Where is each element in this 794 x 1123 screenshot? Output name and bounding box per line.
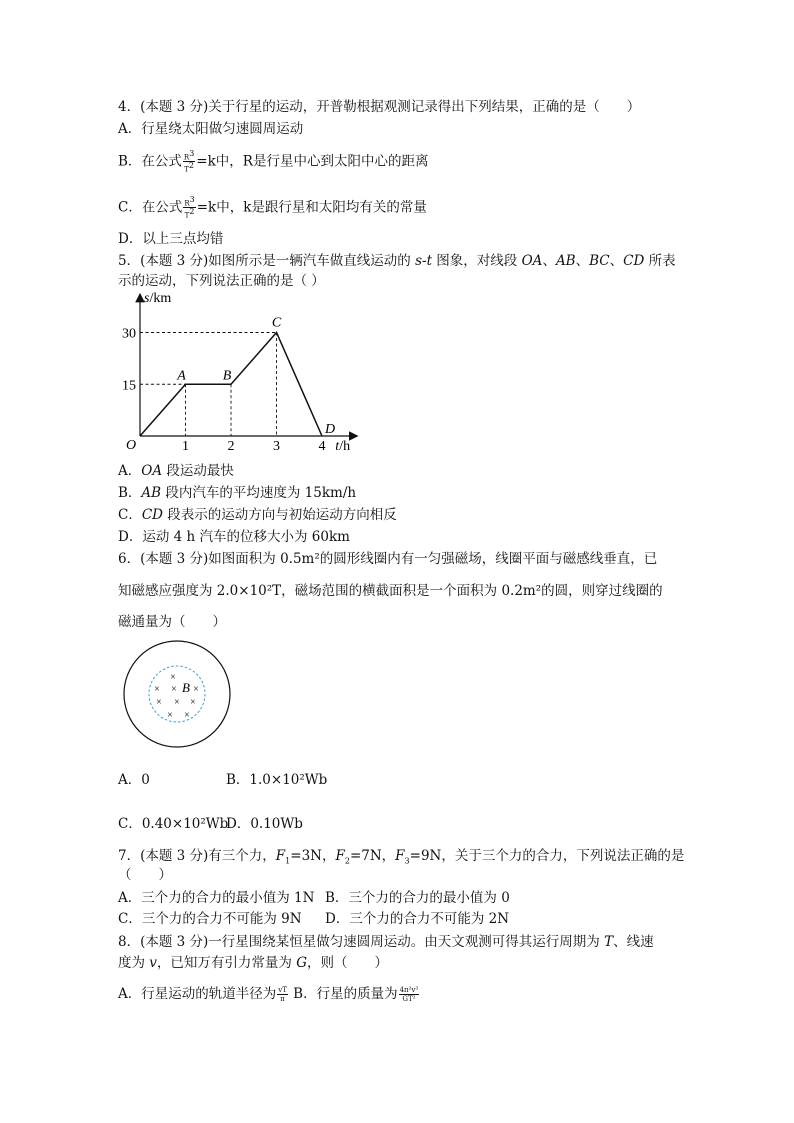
q7-option-a: A．三个力的合力的最小值为 1N [118, 890, 315, 906]
q4-option-a: A．行星绕太阳做匀速圆周运动 [118, 121, 304, 137]
q6-stem-line1: 6．(本题 3 分)如图面积为 0.5m²的圆形线圈内有一匀强磁场，线圈平面与磁感线垂直，已 [118, 551, 658, 567]
x-tick-label: 4 [318, 439, 326, 454]
q6-option-a: A．0 [118, 772, 150, 788]
point-label: A [177, 368, 186, 384]
s-t-chart [110, 288, 370, 458]
field-cross: × [174, 697, 180, 708]
kepler-fraction: $\frac{R^3}{T^2}$ [183, 149, 195, 174]
x-tick-label: 2 [227, 439, 235, 454]
point-label: C [271, 315, 282, 331]
coil-circle [124, 641, 230, 747]
planet-mass-fraction: $\frac{\text{4π²v³}}{\text{GT²}}$ [399, 986, 419, 1003]
q4-option-d: D．以上三点均错 [118, 231, 224, 247]
q4-option-b: B．在公式 $\frac{R^3}{T^2}$ =k中，R是行星中心到太阳中心的距离 [118, 149, 429, 174]
field-cross: × [190, 697, 196, 708]
field-cross: × [154, 684, 160, 695]
series-line [140, 333, 322, 437]
q8-stem: 8．(本题 3 分)一行星围绕某恒星做匀速圆周运动。由天文观测可得其运行周期为 T、线速 [118, 934, 654, 950]
y-tick-label: 15 [122, 378, 136, 394]
origin-label: O [126, 438, 137, 453]
q8-options-ab [118, 985, 420, 1003]
q8-option-b: B．行星的质量为 $\frac{\text{4π²v³}}{\text{GT²}}$ [293, 986, 419, 1003]
q6-option-b: B．1.0×10²Wb [226, 772, 328, 788]
point-label: B [222, 368, 232, 384]
q6-stem-line3: 磁通量为（ ） [118, 614, 226, 630]
y-tick-label: 30 [122, 326, 136, 342]
field-cross: × [167, 710, 173, 721]
coil-diagram [120, 640, 236, 750]
q8-stem-line2: 度为 v，已知万有引力常量为 G，则（ ） [118, 955, 389, 971]
q7-stem: 7．(本题 3 分)有三个力，$F_1=3N$，$F_2=7N$，$F_3=9N$，关于三个力的合力，下列说法正确的是 [118, 848, 685, 866]
q5-option-c: C．CD 段表示的运动方向与初始运动方向相反 [118, 507, 397, 523]
q7-option-c: C．三个力的合力不可能为 9N [118, 911, 302, 927]
point-label: D [324, 422, 336, 437]
q8-option-a: A．行星运动的轨道半径为 $\frac{vT}{\pi}$ [118, 986, 287, 1003]
q6-stem-line2: 知磁感应强度为 2.0×10²T，磁场范围的横截面积是一个面积为 0.2m²的圆，则穿过线圈的 [118, 583, 663, 599]
x-tick-label: 3 [273, 439, 280, 454]
q5-option-b: B．AB 段内汽车的平均速度为 15km/h [118, 485, 357, 501]
orbit-radius-fraction: $\frac{vT}{\pi}$ [278, 986, 287, 1003]
field-cross: × [156, 697, 162, 708]
q4-stem: 4．(本题 3 分)关于行星的运动，开普勒根据观测记录得出下列结果，正确的是（ ） [118, 99, 641, 115]
q5-option-a: A．OA 段运动最快 [118, 463, 234, 479]
q5-stem: 5．(本题 3 分)如图所示是一辆汽车做直线运动的 s-t 图象，对线段 OA、AB、BC、CD 所表 [118, 253, 676, 269]
q6-option-c: C．0.40×10²Wb [118, 816, 229, 832]
q7-option-b: B．三个力的合力的最小值为 0 [325, 890, 510, 906]
q7-option-d: D．三个力的合力不可能为 2N [325, 911, 510, 927]
q7-stem-line2: （ ） [118, 867, 172, 883]
q5-option-d: D．运动 4 h 汽车的位移大小为 60km [118, 529, 350, 545]
field-label-B: B [182, 680, 190, 695]
field-cross: × [184, 710, 190, 721]
q5-stem-line2: 示的运动，下列说法正确的是（ ） [118, 273, 325, 289]
q6-option-d: D．0.10Wb [226, 816, 303, 832]
y-axis-label: s/km [144, 291, 172, 306]
x-axis-label: t/h [335, 439, 351, 454]
field-cross: × [193, 684, 199, 695]
field-cross: × [170, 672, 176, 683]
x-tick-label: 1 [182, 439, 189, 454]
field-cross: × [171, 684, 177, 695]
q4-option-c: C．在公式 $\frac{R^3}{T^2}$ =k中，k是跟行星和太阳均有关的常量 [118, 195, 427, 220]
kepler-fraction: $\frac{R^3}{T^2}$ [184, 195, 195, 220]
